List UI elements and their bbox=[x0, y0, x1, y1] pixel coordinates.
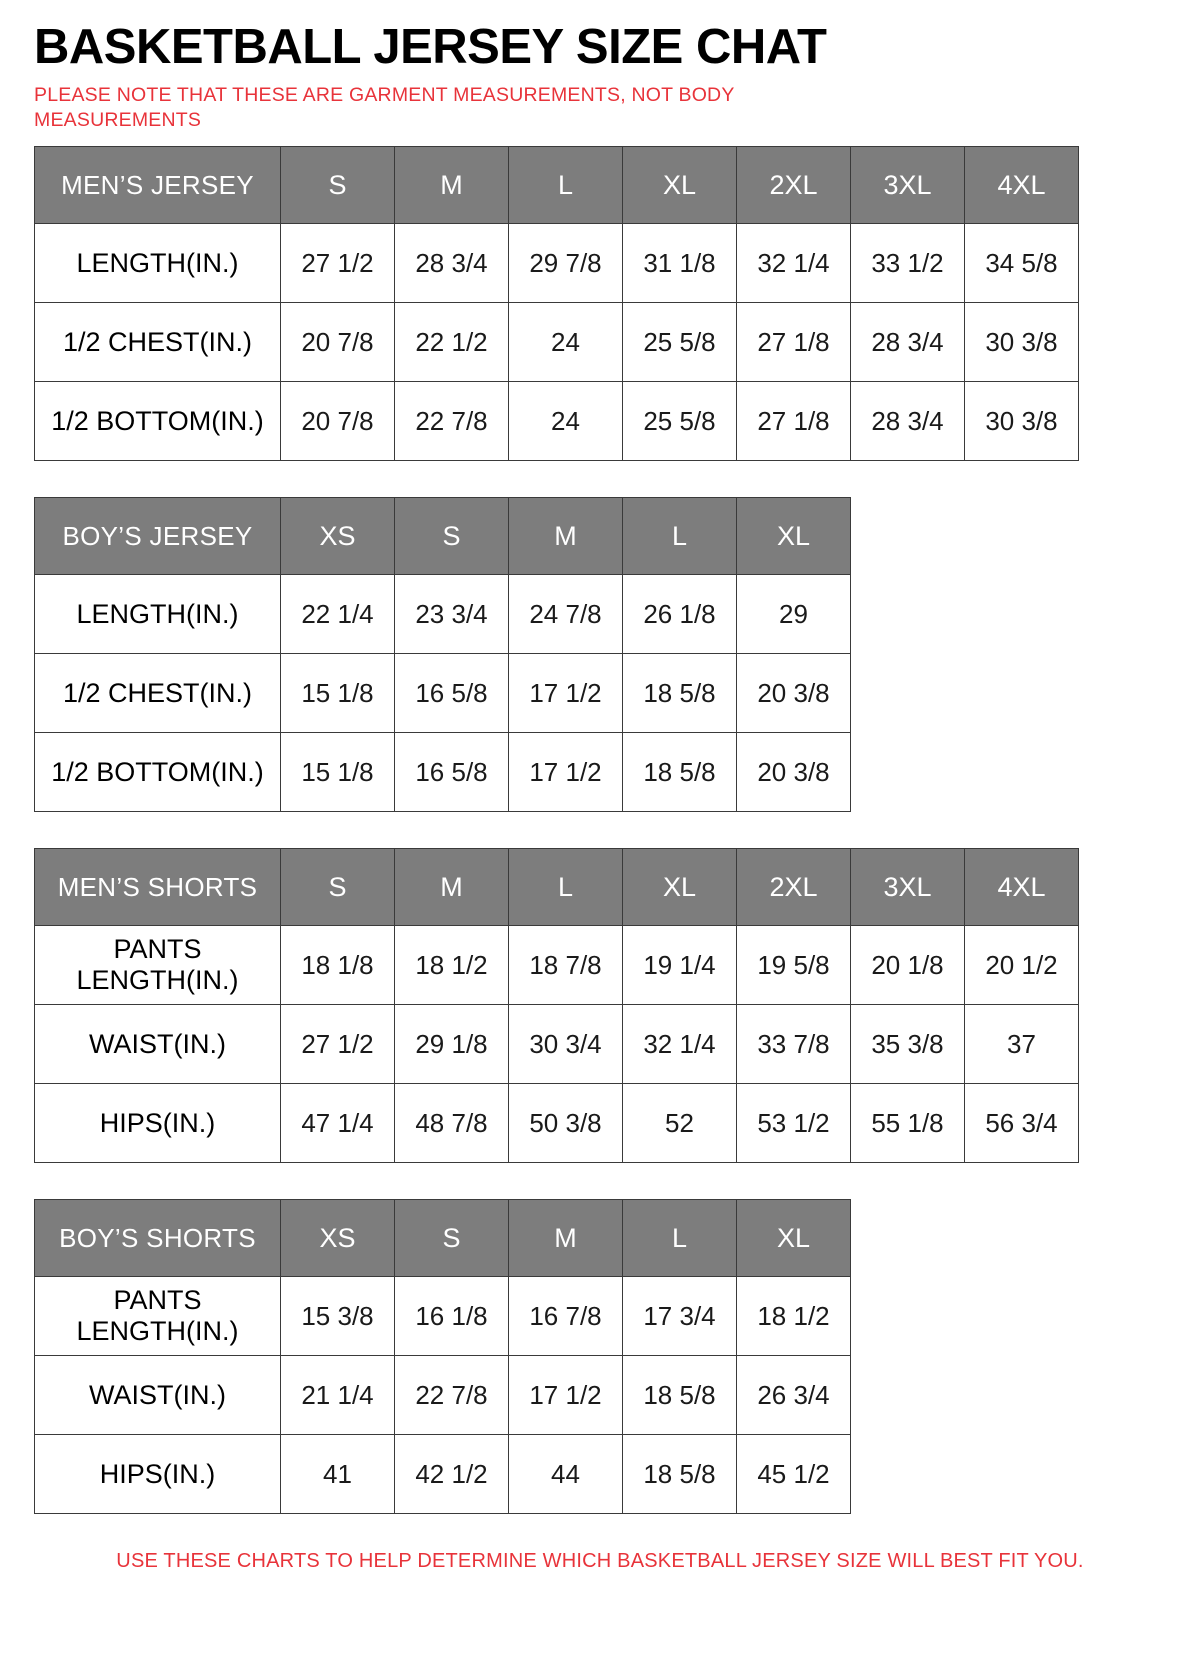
column-header-s: S bbox=[395, 498, 509, 575]
cell-value: 26 1/8 bbox=[623, 575, 737, 654]
table-header-row bbox=[35, 1200, 851, 1277]
cell-value: 17 1/2 bbox=[509, 733, 623, 812]
column-header-s: S bbox=[395, 1200, 509, 1277]
cell-value: 24 bbox=[509, 382, 623, 461]
column-header-xl: XL bbox=[737, 1200, 851, 1277]
cell-value: 17 1/2 bbox=[509, 654, 623, 733]
corner-header: MEN’S JERSEY bbox=[35, 147, 281, 224]
cell-value: 16 7/8 bbox=[509, 1277, 623, 1356]
cell-value: 34 5/8 bbox=[965, 224, 1079, 303]
cell-value: 18 1/2 bbox=[395, 926, 509, 1005]
table-row bbox=[35, 1084, 1079, 1163]
cell-value: 45 1/2 bbox=[737, 1435, 851, 1514]
cell-value: 56 3/4 bbox=[965, 1084, 1079, 1163]
table-row bbox=[35, 1435, 851, 1514]
cell-value: 50 3/8 bbox=[509, 1084, 623, 1163]
page-title: BASKETBALL JERSEY SIZE CHAT bbox=[34, 20, 827, 74]
cell-value: 20 1/2 bbox=[965, 926, 1079, 1005]
column-header-3xl: 3XL bbox=[851, 849, 965, 926]
cell-value: 18 5/8 bbox=[623, 1435, 737, 1514]
column-header-m: M bbox=[509, 498, 623, 575]
table-row bbox=[35, 224, 1079, 303]
column-header-xs: XS bbox=[281, 1200, 395, 1277]
cell-value: 30 3/4 bbox=[509, 1005, 623, 1084]
corner-header: BOY’S JERSEY bbox=[35, 498, 281, 575]
cell-value: 29 bbox=[737, 575, 851, 654]
cell-value: 48 7/8 bbox=[395, 1084, 509, 1163]
cell-value: 25 5/8 bbox=[623, 303, 737, 382]
row-label-waist: WAIST(IN.) bbox=[35, 1005, 281, 1084]
cell-value: 22 7/8 bbox=[395, 382, 509, 461]
cell-value: 55 1/8 bbox=[851, 1084, 965, 1163]
cell-value: 17 3/4 bbox=[623, 1277, 737, 1356]
cell-value: 18 5/8 bbox=[623, 654, 737, 733]
table-boys-jersey bbox=[34, 497, 851, 812]
measurement-note: PLEASE NOTE THAT THESE ARE GARMENT MEASUREMENTS, NOT BODY MEASUREMENTS bbox=[34, 84, 735, 131]
cell-value: 32 1/4 bbox=[623, 1005, 737, 1084]
column-header-l: L bbox=[623, 498, 737, 575]
cell-value: 15 3/8 bbox=[281, 1277, 395, 1356]
cell-value: 31 1/8 bbox=[623, 224, 737, 303]
table-row bbox=[35, 382, 1079, 461]
cell-value: 15 1/8 bbox=[281, 733, 395, 812]
cell-value: 18 5/8 bbox=[623, 1356, 737, 1435]
row-label-hips: HIPS(IN.) bbox=[35, 1084, 281, 1163]
column-header-4xl: 4XL bbox=[965, 849, 1079, 926]
row-label-half-chest: 1/2 CHEST(IN.) bbox=[35, 654, 281, 733]
cell-value: 18 1/8 bbox=[281, 926, 395, 1005]
column-header-s: S bbox=[281, 849, 395, 926]
cell-value: 32 1/4 bbox=[737, 224, 851, 303]
row-label-length: LENGTH(IN.) bbox=[35, 575, 281, 654]
cell-value: 28 3/4 bbox=[851, 303, 965, 382]
cell-value: 15 1/8 bbox=[281, 654, 395, 733]
column-header-xl: XL bbox=[623, 849, 737, 926]
row-label-pants-length bbox=[35, 1277, 281, 1356]
cell-value: 23 3/4 bbox=[395, 575, 509, 654]
column-header-2xl: 2XL bbox=[737, 849, 851, 926]
row-label-line2: LENGTH(IN.) bbox=[76, 965, 239, 996]
cell-value: 27 1/2 bbox=[281, 224, 395, 303]
row-label-line1: PANTS bbox=[113, 934, 202, 965]
cell-value: 47 1/4 bbox=[281, 1084, 395, 1163]
table-row bbox=[35, 1005, 1079, 1084]
cell-value: 30 3/8 bbox=[965, 382, 1079, 461]
row-label-half-bottom: 1/2 BOTTOM(IN.) bbox=[35, 733, 281, 812]
cell-value: 22 1/4 bbox=[281, 575, 395, 654]
column-header-l: L bbox=[509, 147, 623, 224]
cell-value: 16 5/8 bbox=[395, 733, 509, 812]
cell-value: 20 3/8 bbox=[737, 654, 851, 733]
table-header-row bbox=[35, 498, 851, 575]
column-header-xl: XL bbox=[623, 147, 737, 224]
cell-value: 33 7/8 bbox=[737, 1005, 851, 1084]
table-mens-jersey bbox=[34, 146, 1079, 461]
cell-value: 28 3/4 bbox=[395, 224, 509, 303]
column-header-l: L bbox=[509, 849, 623, 926]
column-header-s: S bbox=[281, 147, 395, 224]
cell-value: 22 1/2 bbox=[395, 303, 509, 382]
cell-value: 26 3/4 bbox=[737, 1356, 851, 1435]
row-label-half-bottom: 1/2 BOTTOM(IN.) bbox=[35, 382, 281, 461]
cell-value: 24 7/8 bbox=[509, 575, 623, 654]
cell-value: 37 bbox=[965, 1005, 1079, 1084]
column-header-4xl: 4XL bbox=[965, 147, 1079, 224]
table-header-row bbox=[35, 147, 1079, 224]
cell-value: 20 7/8 bbox=[281, 382, 395, 461]
cell-value: 21 1/4 bbox=[281, 1356, 395, 1435]
column-header-l: L bbox=[623, 1200, 737, 1277]
column-header-m: M bbox=[395, 147, 509, 224]
cell-value: 22 7/8 bbox=[395, 1356, 509, 1435]
cell-value: 28 3/4 bbox=[851, 382, 965, 461]
table-row bbox=[35, 926, 1079, 1005]
cell-value: 27 1/8 bbox=[737, 303, 851, 382]
cell-value: 18 7/8 bbox=[509, 926, 623, 1005]
table-row bbox=[35, 575, 851, 654]
cell-value: 19 1/4 bbox=[623, 926, 737, 1005]
cell-value: 30 3/8 bbox=[965, 303, 1079, 382]
row-label-line2: LENGTH(IN.) bbox=[76, 1316, 239, 1347]
row-label-waist: WAIST(IN.) bbox=[35, 1356, 281, 1435]
corner-header: BOY’S SHORTS bbox=[35, 1200, 281, 1277]
corner-header: MEN’S SHORTS bbox=[35, 849, 281, 926]
cell-value: 27 1/2 bbox=[281, 1005, 395, 1084]
table-row bbox=[35, 1356, 851, 1435]
row-label-length: LENGTH(IN.) bbox=[35, 224, 281, 303]
column-header-xs: XS bbox=[281, 498, 395, 575]
table-header-row bbox=[35, 849, 1079, 926]
table-boys-shorts bbox=[34, 1199, 851, 1514]
cell-value: 17 1/2 bbox=[509, 1356, 623, 1435]
table-mens-shorts bbox=[34, 848, 1079, 1163]
row-label-line1: PANTS bbox=[113, 1285, 202, 1316]
column-header-3xl: 3XL bbox=[851, 147, 965, 224]
cell-value: 25 5/8 bbox=[623, 382, 737, 461]
cell-value: 52 bbox=[623, 1084, 737, 1163]
cell-value: 29 1/8 bbox=[395, 1005, 509, 1084]
cell-value: 20 7/8 bbox=[281, 303, 395, 382]
column-header-xl: XL bbox=[737, 498, 851, 575]
cell-value: 29 7/8 bbox=[509, 224, 623, 303]
cell-value: 33 1/2 bbox=[851, 224, 965, 303]
cell-value: 24 bbox=[509, 303, 623, 382]
cell-value: 20 3/8 bbox=[737, 733, 851, 812]
table-row bbox=[35, 1277, 851, 1356]
column-header-m: M bbox=[395, 849, 509, 926]
footer-note: USE THESE CHARTS TO HELP DETERMINE WHICH BASKETBALL JERSEY SIZE WILL BEST FIT YOU. bbox=[116, 1550, 1084, 1573]
row-label-hips: HIPS(IN.) bbox=[35, 1435, 281, 1514]
cell-value: 16 5/8 bbox=[395, 654, 509, 733]
cell-value: 35 3/8 bbox=[851, 1005, 965, 1084]
cell-value: 20 1/8 bbox=[851, 926, 965, 1005]
table-row bbox=[35, 303, 1079, 382]
cell-value: 42 1/2 bbox=[395, 1435, 509, 1514]
table-row bbox=[35, 733, 851, 812]
column-header-2xl: 2XL bbox=[737, 147, 851, 224]
cell-value: 53 1/2 bbox=[737, 1084, 851, 1163]
cell-value: 44 bbox=[509, 1435, 623, 1514]
table-row bbox=[35, 654, 851, 733]
cell-value: 18 5/8 bbox=[623, 733, 737, 812]
cell-value: 19 5/8 bbox=[737, 926, 851, 1005]
cell-value: 16 1/8 bbox=[395, 1277, 509, 1356]
cell-value: 41 bbox=[281, 1435, 395, 1514]
cell-value: 18 1/2 bbox=[737, 1277, 851, 1356]
row-label-pants-length bbox=[35, 926, 281, 1005]
row-label-half-chest: 1/2 CHEST(IN.) bbox=[35, 303, 281, 382]
column-header-m: M bbox=[509, 1200, 623, 1277]
cell-value: 27 1/8 bbox=[737, 382, 851, 461]
